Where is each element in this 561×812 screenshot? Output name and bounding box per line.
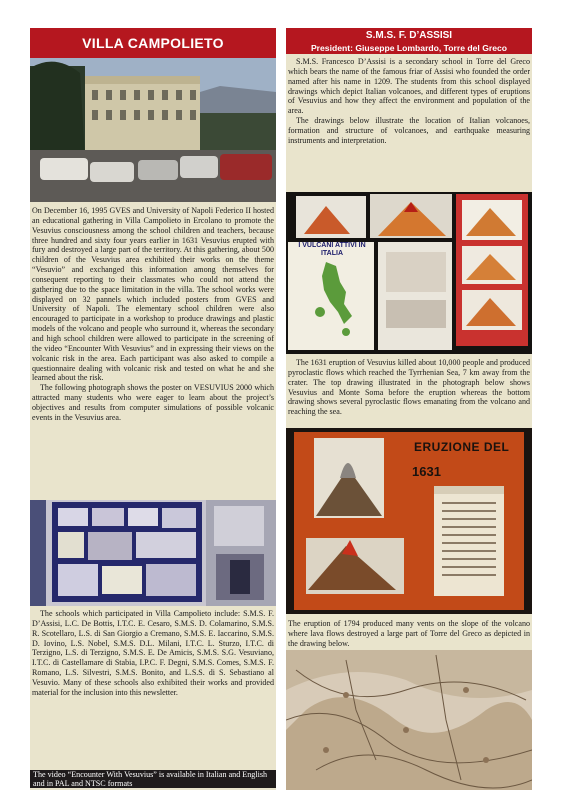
right-intro-text [288, 57, 530, 146]
intro-paragraph: On December 16, 1995 GVES and University of Napoli Federico II hosted an educational gathering in Villa Campolieto in Ercolano to promote the Vesuvius consciousness among the school children and teachers, because three hundred and sixty four years earlier in 1631 Vesuvius erupted with fury and destroyed a large part of the territory. At this gathering, about 500 children of the Vesuvius area exhibited their works on the theme “Vesuvio” and exchanged this information among themselves for consequent reporting to their classmates who could not attend the gathering due to the space limitation in the villa. The school works were displayed on 32 pannels which included posters from GVES and University of Napoli. The elementary school children were also encouraged to participate in a workshop to produce drawings and plastic models of the volcano and people who surround it, whereas the secondary and high school children were allowed to participate in the screening of the video “Encounter With Vesuvius” and in expressing their views on the volcanic risk in the area. Each participant was also asked to compile a questionnaire dealing with volcanic risk and tested on what he and she learned about the risk. [32, 206, 274, 383]
poster-title-eruzione: ERUZIONE DEL [414, 440, 510, 454]
poster-title-vulcani: I VULCANI ATTIVI IN ITALIA [298, 242, 366, 257]
eruption-1631-text [288, 358, 530, 417]
villa-campolieto-photo [30, 58, 276, 202]
villa-campolieto-title: VILLA CAMPOLIETO [30, 28, 276, 58]
school-paragraph-1: S.M.S. Francesco D’Assisi is a secondary school in Torre del Greco which bears the name of the famous friar of Assisi who founded the order named after his name in 1209. The students from this school displayed drawings which depict Italian volcanoes, and different types of eruptions of Vesuvius and how they affect the environment and population of the area. [288, 57, 530, 116]
italian-volcanoes-drawings-photo [286, 192, 532, 354]
eruption-1794-drawing-photo [286, 650, 532, 790]
left-schools-text [32, 609, 274, 698]
eruption-1794-caption: The eruption of 1794 produced many vents on the slope of the volcano where lava flows destroyed a large part of Torre del Greco as depicted in the drawing below. [288, 619, 530, 648]
school-paragraph-2: The drawings below illustrate the location of Italian volcanoes, formation and structure of volcanoes, and earthquake measuring instruments and interpretation. [288, 116, 530, 145]
sms-dassisi-title: S.M.S. F. D’ASSISI [365, 30, 453, 41]
video-availability-note: The video “Encounter With Vesuvius” is available in Italian and English and in PAL and NTSC formats [30, 770, 276, 788]
left-intro-text [32, 206, 274, 423]
schools-paragraph: The schools which participated in Villa Campolieto include: S.M.S. F. D’Assisi, L.C. De Bottis, I.T.C. E. Cesaro, S.M.S. D. Colamarino, S.M.S. R. Scotellaro, L.S. di San Giorgio a Cremano, S.M.S. E. Iaccarino, S.M.S. D. Iovino, L.S. Nobel, S.M.S. D.L. Milani, I.T.C. L. Sturzo, I.T.C. di Terzigno, L.S. di Terzigno, S.M.S. E. De Amicis, S.M.S. S.G. Vesuviano, I.T.C. di Castellamare di Stabia, I.P.C. F. Degni, S.M.S. Comes, S.M.S. F. Romano, L.S. Silvestri, S.M.S. Bonito, and L.S.S. di S. Sebastiano al Vesuvio. Many of these schools also exhibited their works and provided material for the inclusion into this newsletter. [32, 609, 274, 697]
poster-paragraph: The following photograph shows the poster on VESUVIUS 2000 which attracted many students who were eager to learn about the project’s objectives and results from computer simulations of possible volcanic events in the Vesuvius area. [32, 383, 274, 422]
sms-dassisi-president: President: Giuseppe Lombardo, Torre del Greco [310, 43, 508, 53]
poster-year-1631: 1631 [412, 464, 441, 479]
vesuvius-2000-poster-photo [30, 500, 276, 606]
sms-dassisi-header [286, 28, 532, 54]
eruption-1631-poster-photo [286, 428, 532, 614]
eruption-1631-caption: The 1631 eruption of Vesuvius killed about 10,000 people and produced pyroclastic flows which reached the Tyrrhenian Sea, 7 km away from the crater. The top drawing illustrated in the photograph below shows Vesuvius and Monte Soma before the eruption whereas the bottom drawing shows several pyroclastic flows emanating from the volcano and reaching the sea. [288, 358, 530, 417]
eruption-1794-text [288, 619, 530, 649]
